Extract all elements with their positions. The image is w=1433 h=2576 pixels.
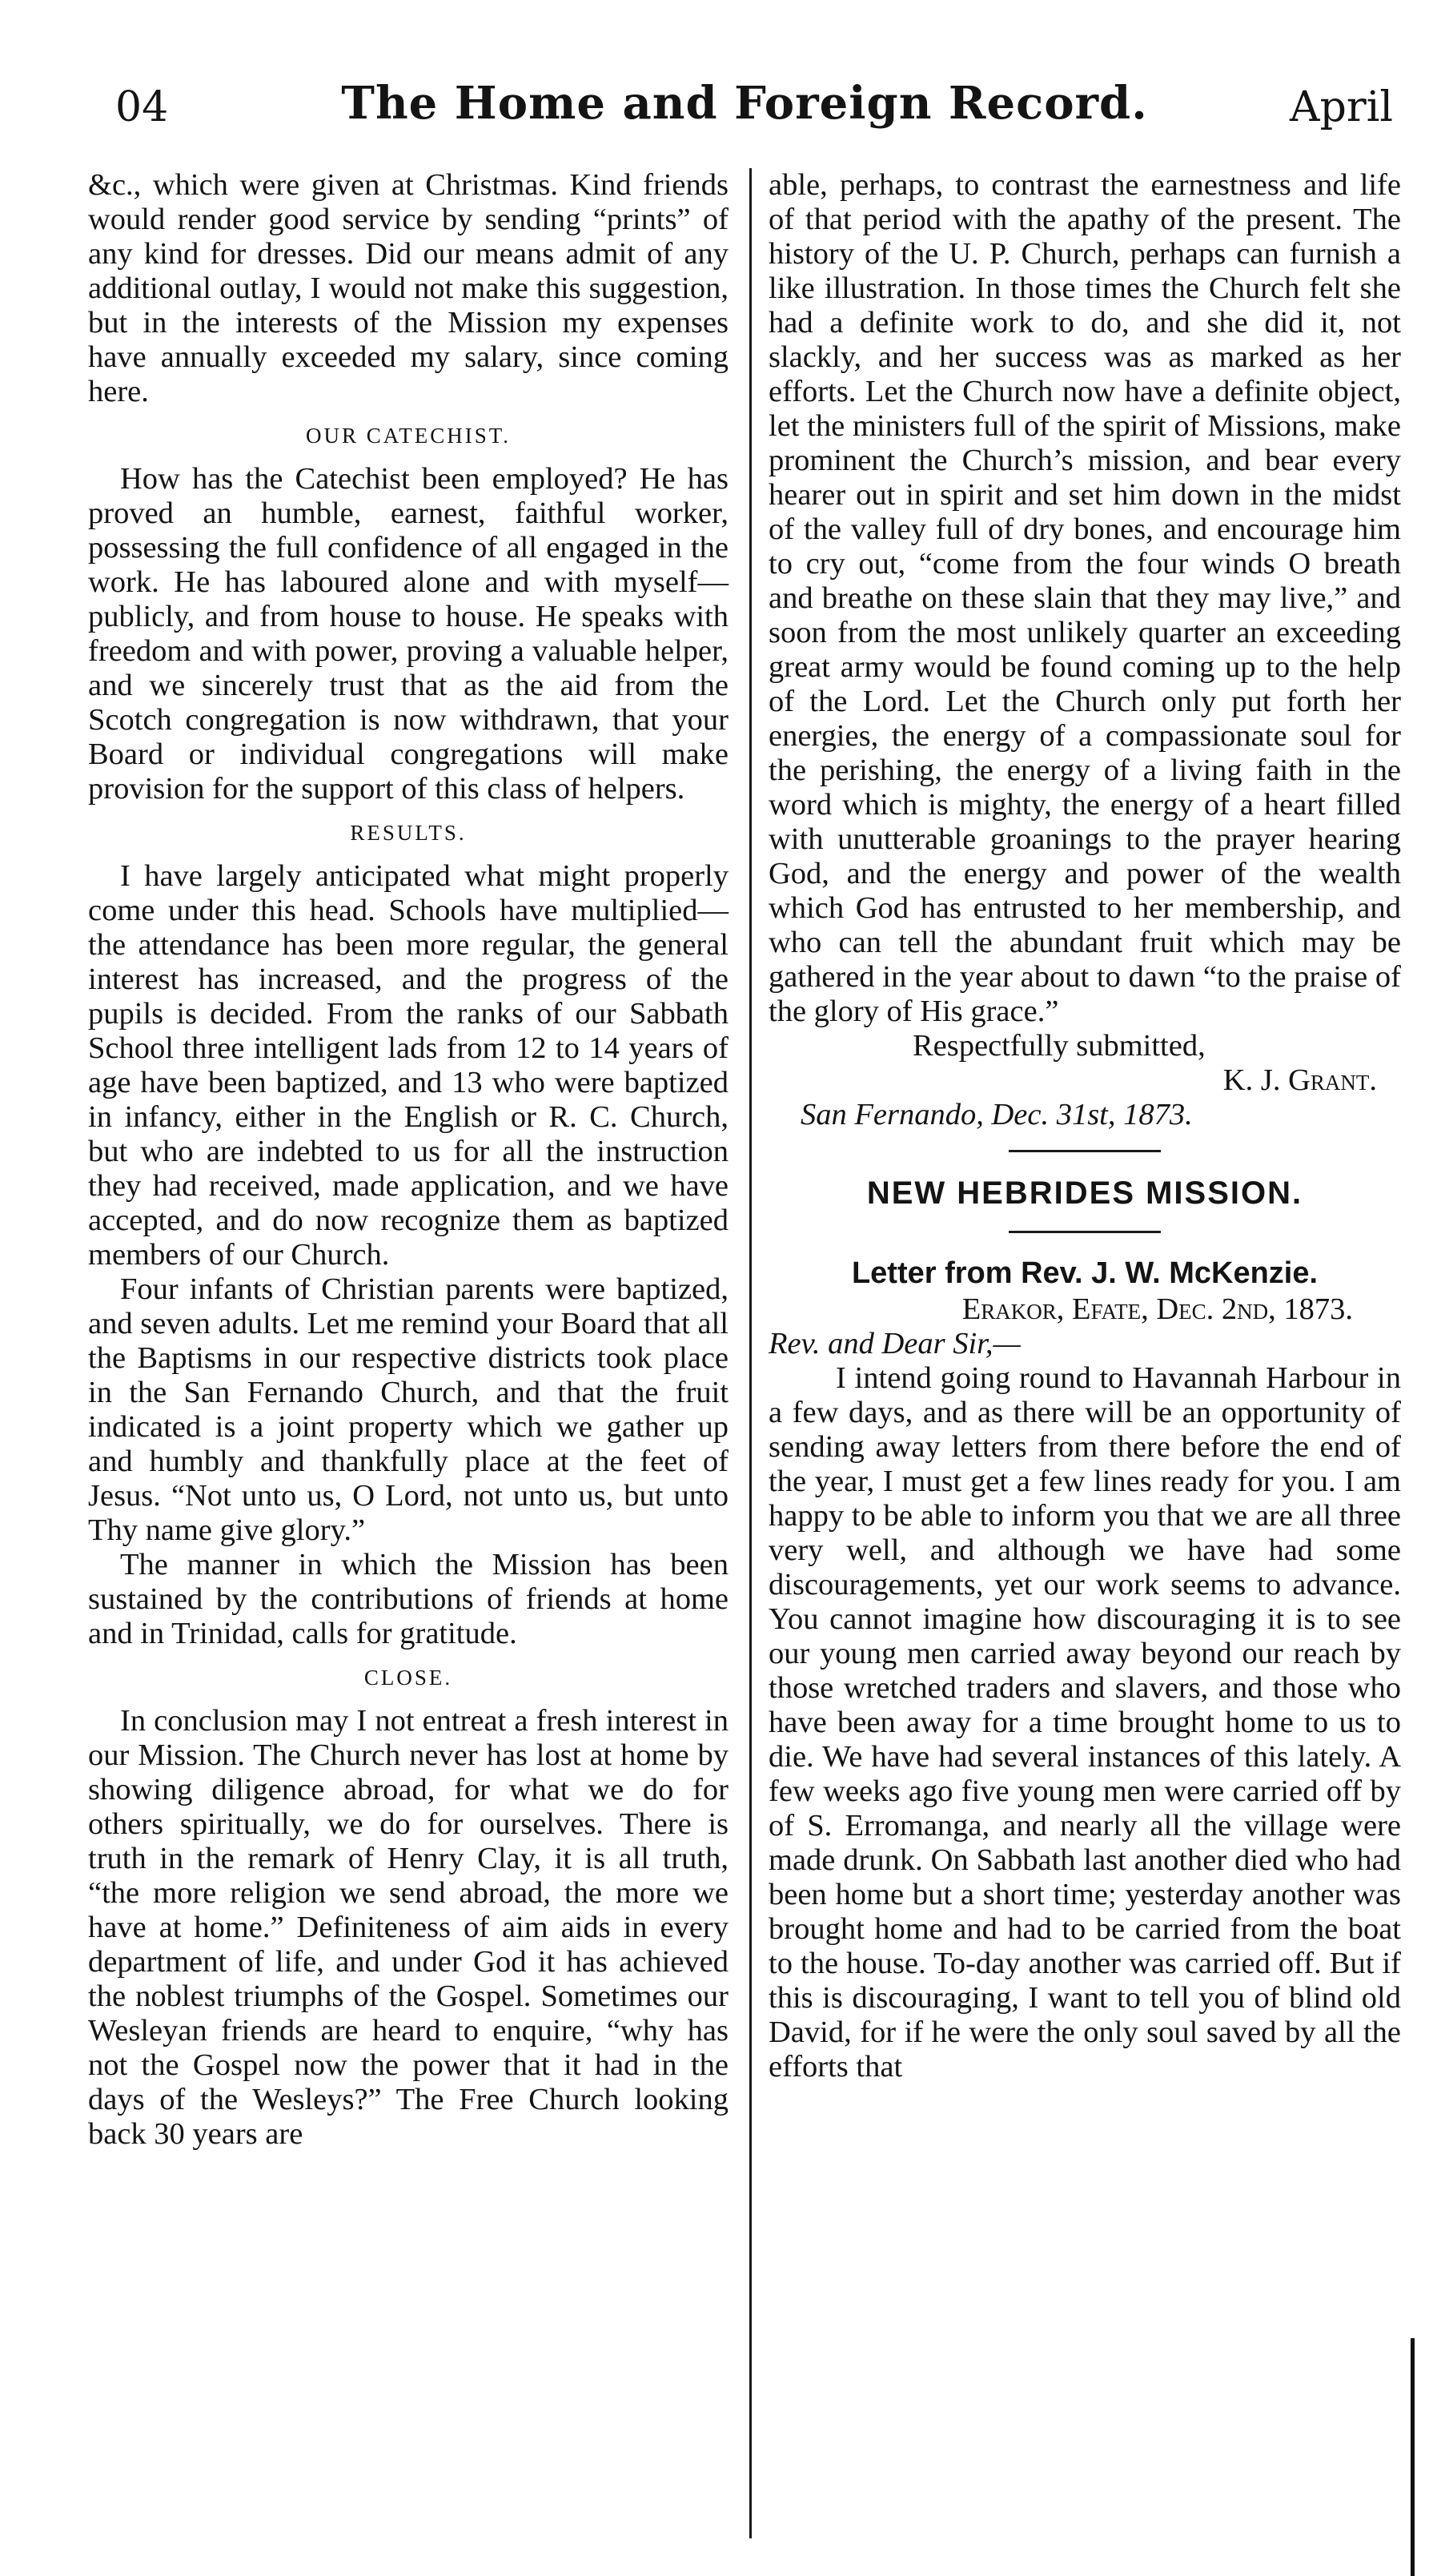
place-and-date: San Fernando, Dec. 31st, 1873.	[801, 1098, 1193, 1131]
paragraph-baptisms: Four infants of Christian parents were baptized, and seven adults. Let me remind your Board that all the Baptisms in our respective districts took place in the San Fernando Church, and that the fruit indicated is a joint property which we gather up and humbly and thankfully place at the feet of Jesus. “Not unto us, O Lord, not unto us, but unto Thy name give glory.”	[88, 1272, 729, 1547]
paragraph-sustained: The manner in which the Mission has been sustained by the contributions of friends at home and in Trinidad, calls for gratitude.	[88, 1548, 729, 1650]
paragraph-continued: able, perhaps, to contrast the earnestness and life of that period with the apathy of the present. The history of the U. P. Church, perhaps can furnish a like illustration. In those times the Church felt she had a definite work to do, and she did it, not slackly, and her success was as marked as her efforts. Let the Church now have a definite object, let the ministers full of the spirit of Missions, make prominent the Church’s mission, and bear every hearer out in spirit and set him down in the midst of the valley full of dry bones, and encourage him to cry out, “come from the four winds O breath and breathe on these slain that they may live,” and soon from the most unlikely quarter an exceeding great army would be found coming up to the help of the Lord. Let the Church only put forth her energies, the energy of a compassionate soul for the perishing, the energy of a living faith in the word which is mighty, the energy of a heart filled with unutterable groanings to the prayer hearing God, and the energy and power of the wealth which God has entrusted to her membership, and who can tell the abundant fruit which may be gathered in the year about to dawn “to the praise of the glory of His grace.”	[769, 168, 1401, 1028]
page-header	[96, 77, 1393, 149]
header-month: April	[1290, 83, 1393, 131]
section-divider	[1009, 1150, 1161, 1152]
heading-results: RESULTS.	[350, 821, 467, 845]
heading-our-catechist: OUR CATECHIST.	[305, 424, 511, 448]
section-title-new-hebrides: NEW HEBRIDES MISSION.	[866, 1175, 1303, 1211]
letter-body: I intend going round to Havannah Harbour in a few days, and as there will be an opportunity of sending away letters from there before the end of the year, I must get a few lines ready for you. I am happy to be able to inform you that we are all three very well, and although we have had some discouragements, yet our work seems to advance. You cannot imagine how discouraging it is to see our young men carried away beyond our reach by those wretched traders and slavers, and those who have been away for a time brought home to us to die. We have had several instances of this lately. A few weeks ago five young men were carried off by of S. Erromanga, and nearly all the village were made drunk. On Sabbath last another died who had been home but a short time; yesterday another was brought home and had to be carried from the boat to the house. To-day another was carried off. But if this is discouraging, I want to tell you of blind old David, for if he were the only soul saved by all the efforts that	[769, 1361, 1401, 2084]
heading-close: CLOSE.	[363, 1666, 453, 1690]
paragraph-conclusion: In conclusion may I not entreat a fresh interest in our Mission. The Church never has lost at home by showing diligence abroad, for what we do for others spiritually, we do for ourselves. There is truth in the remark of Henry Clay, it is all truth, “the more religion we send abroad, the more we have at home.” Definiteness of aim aids in every department of life, and under God it has achieved the noblest triumphs of the Gospel. Sometimes our Wesleyan friends are heard to enquire, “why has not the Gospel now the power that it had in the days of the Wesleys?” The Free Church looking back 30 years are	[88, 1704, 729, 2151]
paragraph-results: I have largely anticipated what might properly come under this head. Schools have multiplied—the attendance has been more regular, the general interest has increased, and the progress of the pupils is decided. From the ranks of our Sabbath School three intelligent lads from 12 to 14 years of age have been baptized, and 13 who were baptized in infancy, either in the English or R. C. Church, but who are indebted to us for all the instruction they had received, made application, and we have accepted, and do now recognize them as baptized members of our Church.	[88, 859, 729, 1272]
left-column	[88, 168, 729, 2152]
paragraph-catechist: How has the Catechist been employed? He has proved an humble, earnest, faithful worker, possessing the full confidence of all engaged in the work. He has laboured alone and with myself—publicly, and from house to house. He speaks with freedom and with power, proving a valuable helper, and we sincerely trust that as the aid from the Scotch congregation is now withdrawn, that your Board or individual congregations will make provision for the support of this class of helpers.	[88, 462, 729, 806]
running-title: The Home and Foreign Record.	[341, 77, 1148, 130]
column-divider	[749, 168, 752, 2538]
signature: K. J. Grant.	[1222, 1063, 1377, 1097]
page-edge-rule	[1411, 2338, 1415, 2576]
right-column	[769, 168, 1401, 2084]
closing-line: Respectfully submitted,	[913, 1029, 1206, 1063]
page-number: 04	[115, 83, 169, 131]
letter-dateline: Erakor, Efate, Dec. 2nd, 1873.	[961, 1292, 1353, 1326]
paragraph-christmas-prints: &c., which were given at Christmas. Kind friends would render good service by sending “prints” of any kind for dresses. Did our means admit of any additional outlay, I would not make this suggestion, but in the interests of the Mission my expenses have annually exceeded my salary, since coming here.	[88, 168, 729, 408]
letter-salutation: Rev. and Dear Sir,—	[769, 1327, 1021, 1360]
letter-title: Letter from Rev. J. W. McKenzie.	[851, 1256, 1319, 1290]
title-divider	[1009, 1231, 1161, 1233]
